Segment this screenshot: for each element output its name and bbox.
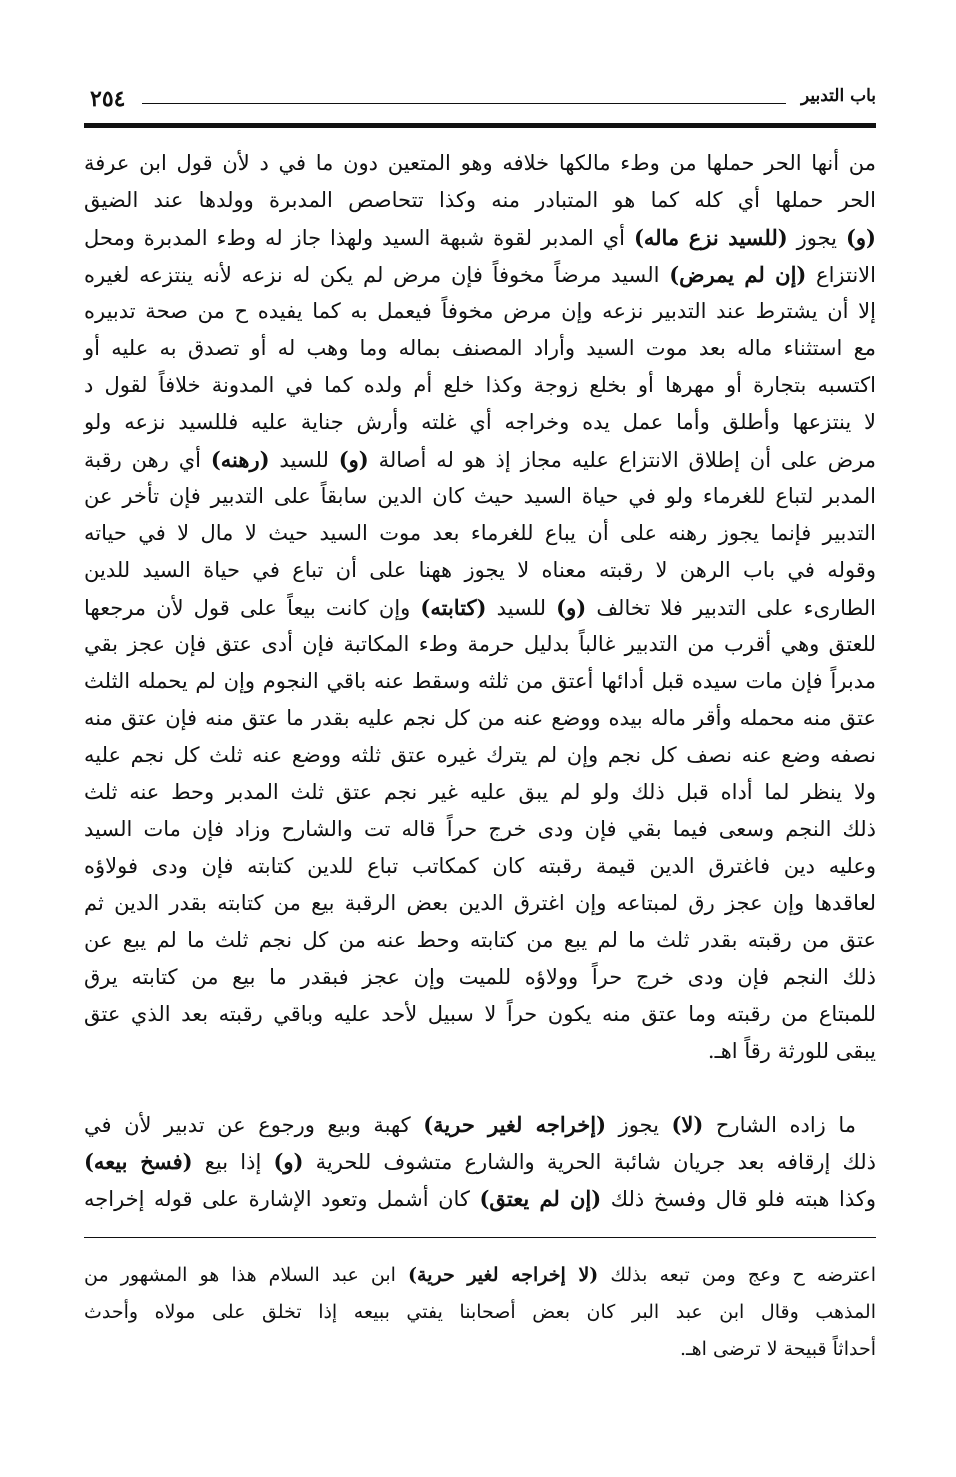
main-paragraph-2 (84, 1106, 876, 1217)
text-segment: لا ينتزعها وأطلق وأما عمل يده وخراجه أي غلته وأرش جناية عليه فللسيد نزعه ولو (84, 410, 876, 434)
text-segment: نصفه وضع عنه نصف كل نجم وإن لم يترك غيره عتق ثلثه ووضع عنه ثلث كل نجم عليه (84, 743, 876, 767)
text-segment: وقوله في باب الرهن لا رقبته معناه لا يجوز ههنا على أن تباع في حياة السيد للدين (84, 558, 876, 582)
text-segment: للسيد (486, 596, 557, 620)
main-paragraph-1 (84, 145, 876, 1070)
bold-matn-text: (فسخ بيعه) (84, 1149, 193, 1174)
text-segment: أي المدبر لقوة شبهة السيد ولهذا جاز له وطء المدبرة ومحل (84, 226, 634, 250)
text-segment: للسيد (269, 448, 339, 472)
bold-matn-text: (إن لم يعتق) (479, 1186, 602, 1211)
text-line (84, 1106, 876, 1143)
text-line (84, 515, 876, 552)
text-segment: وعليه دين فاغترق الدين قيمة رقبته كان كمكاتب تباع للدين كتابته فإن ودى فولاؤه (84, 854, 876, 878)
text-line (84, 552, 876, 589)
text-segment: ذلك النجم وسعى فيما بقي فإن ودى خرج حراً قاله تت والشارح وزاد فإن مات السيد (84, 817, 876, 841)
text-line (84, 1294, 876, 1331)
text-line (84, 1143, 876, 1180)
bold-matn-text: (لا) (671, 1112, 704, 1137)
text-line (84, 996, 876, 1033)
text-line (84, 959, 876, 996)
text-line (84, 663, 876, 700)
text-segment: ما زاده الشارح (703, 1113, 856, 1137)
text-segment: أحداثاً قبيحة لا ترضى اهـ. (680, 1338, 876, 1360)
bold-matn-text: (للسيد نزع ماله) (633, 225, 788, 250)
text-segment: لعاقدها وإن عجز رق لمبتاعه وإن اغترق الدين بعض الرقبة بيع من كتابته بقدر الدين ثم (84, 891, 876, 915)
bold-matn-text: (إن لم يمرض) (669, 262, 807, 287)
header-thick-rule (84, 123, 876, 128)
text-line (84, 256, 876, 293)
text-segment: اكتسبه بتجارة أو مهرها أو بخلع زوجة وكذا خلع أم ولده كما في المدونة خلافاً لقول د (84, 373, 876, 397)
text-segment: كان أشمل وتعود الإشارة على قوله إخراجه (84, 1187, 480, 1211)
text-segment: مدبراً فإن مات سيده قبل أدائها أعتق من ثلثه وسقط عنه باقي النجوم وإن لم يحمله الثلث (84, 669, 876, 693)
text-line (84, 589, 876, 626)
text-line (84, 293, 876, 330)
footnote (84, 1257, 876, 1368)
text-segment: عتق منه محمله وأقر ماله بيده ووضع عنه من كل نجم عليه بقدر ما عتق منه فإن عتق منه (84, 706, 876, 730)
text-line (84, 626, 876, 663)
bold-matn-text: (لا إخراجه لغير حرية) (408, 1264, 599, 1286)
text-segment: المذهب وقال ابن عبد البر كان بعض أصحابنا يفتي ببيعه إذا تخلق على مولاه وأحدث (84, 1301, 876, 1323)
text-segment: الطارىء على التدبير فلا تخالف (586, 596, 876, 620)
bold-matn-text: (إخراجه لغير حرية) (423, 1112, 607, 1137)
text-segment: إذا بيع (192, 1150, 274, 1174)
text-segment: اعترضه ح وعج ومن تبعه بذلك (598, 1264, 877, 1286)
text-segment: الانتزاع (806, 263, 876, 287)
text-line (84, 737, 876, 774)
text-line (84, 922, 876, 959)
text-line (84, 404, 876, 441)
text-line (84, 1257, 876, 1294)
text-segment: للعتق وهي أقرب من التدبير غالباً بدليل حرمة وطء المكاتبة فإن أدى عتق فإن عجز بقي (84, 632, 876, 656)
text-line (84, 885, 876, 922)
text-line (84, 367, 876, 404)
text-line (84, 330, 876, 367)
text-segment: مع استثناء ماله بعد موت السيد وأراد المصنف بماله وما وهب له أو تصدق به عليه أو (84, 336, 876, 360)
text-segment: ذلك النجم فإن ودى خرج حراً وولاؤه للميت وإن عجز فبقدر ما بيع من كتابته يرق (84, 965, 876, 989)
header-rule (142, 103, 786, 104)
bold-matn-text: (و) (338, 447, 369, 472)
text-segment: وإن كانت بيعاً على قول لأن مرجعها (84, 596, 421, 620)
text-segment: مرض على أن إطلاق الانتزاع عليه مجاز إذ هو له أصالة (368, 448, 876, 472)
text-line (84, 811, 876, 848)
text-line (84, 478, 876, 515)
text-segment: كهبة وبيع ورجوع عن تدبير لأن في (84, 1113, 424, 1137)
text-segment: يبقى للورثة رقاً اهـ. (707, 1039, 876, 1063)
page-number: ٢٥٤ (90, 86, 126, 112)
chapter-title: باب التدبير (800, 86, 876, 106)
text-segment: للمبتاع من رقبته وما عتق منه يكون حراً لا سبيل لأحد عليه وباقي رقبته بعد الذي عتق (84, 1002, 876, 1026)
text-segment: ولا ينظر لما أداه قبل ذلك ولو لم يبق عليه غير نجم عتق ثلث المدبر وحط عنه ثلث (84, 780, 876, 804)
text-segment: عتق من رقبته بقدر ثلث ما لم يبع من كتابته وحط عنه من كل نجم ثلث ما لم يبع عن (84, 928, 876, 952)
bold-matn-text: (و) (845, 225, 876, 250)
text-segment: التدبير فإنما يجوز رهنه على أن يباع للغرماء بعد موت السيد حيث لا مال لا في حياته (84, 521, 876, 545)
footnote-separator (84, 1237, 876, 1238)
text-segment: أي رهن رقبة (84, 448, 211, 472)
bold-matn-text: (كتابته) (420, 595, 487, 620)
bold-matn-text: (و) (556, 595, 587, 620)
text-line (84, 219, 876, 256)
text-segment: ابن عبد السلام هذا هو المشهور من (84, 1264, 409, 1286)
text-line (84, 1331, 876, 1368)
text-segment: يجوز (787, 226, 846, 250)
text-segment: إلا أن يشترط عند التدبير نزعه وإن مرض مخوفاً فيعمل به كما يفيده ح من صحة تدبيره (84, 299, 876, 323)
text-line (84, 700, 876, 737)
text-segment: ذلك إرقافه بعد جريان شائبة الحرية والشارع متشوف للحرية (303, 1150, 877, 1174)
text-line (84, 848, 876, 885)
text-segment: الحر حملها أي كله كما هو المتبادر منه وكذا تتحاصص المدبرة وولدها عند الضيق (84, 188, 876, 212)
bold-matn-text: (رهنه) (210, 447, 270, 472)
text-line (84, 145, 876, 182)
bold-matn-text: (و) (273, 1149, 304, 1174)
text-segment: وكذا هبته فلو قال وفسخ ذلك (601, 1187, 877, 1211)
text-segment: من أنها الحر حملها من وطء مالكها خلافه وهو المتعين دون ما في د لأن قول ابن عرفة (84, 151, 876, 175)
text-line (84, 774, 876, 811)
text-segment: المدبر لتباع للغرماء ولو في حياة السيد حيث كان الدين سابقاً على التدبير فإن تأخر عن (84, 484, 876, 508)
text-segment: السيد مرضاً مخوفاً فإن مرض لم يكن له نزعه لأنه ينتزعه لغيره (84, 263, 670, 287)
text-line (84, 1180, 876, 1217)
text-line (84, 182, 876, 219)
running-header (84, 86, 876, 112)
text-line (84, 1033, 876, 1070)
text-line (84, 441, 876, 478)
text-segment: يجوز (606, 1113, 672, 1137)
